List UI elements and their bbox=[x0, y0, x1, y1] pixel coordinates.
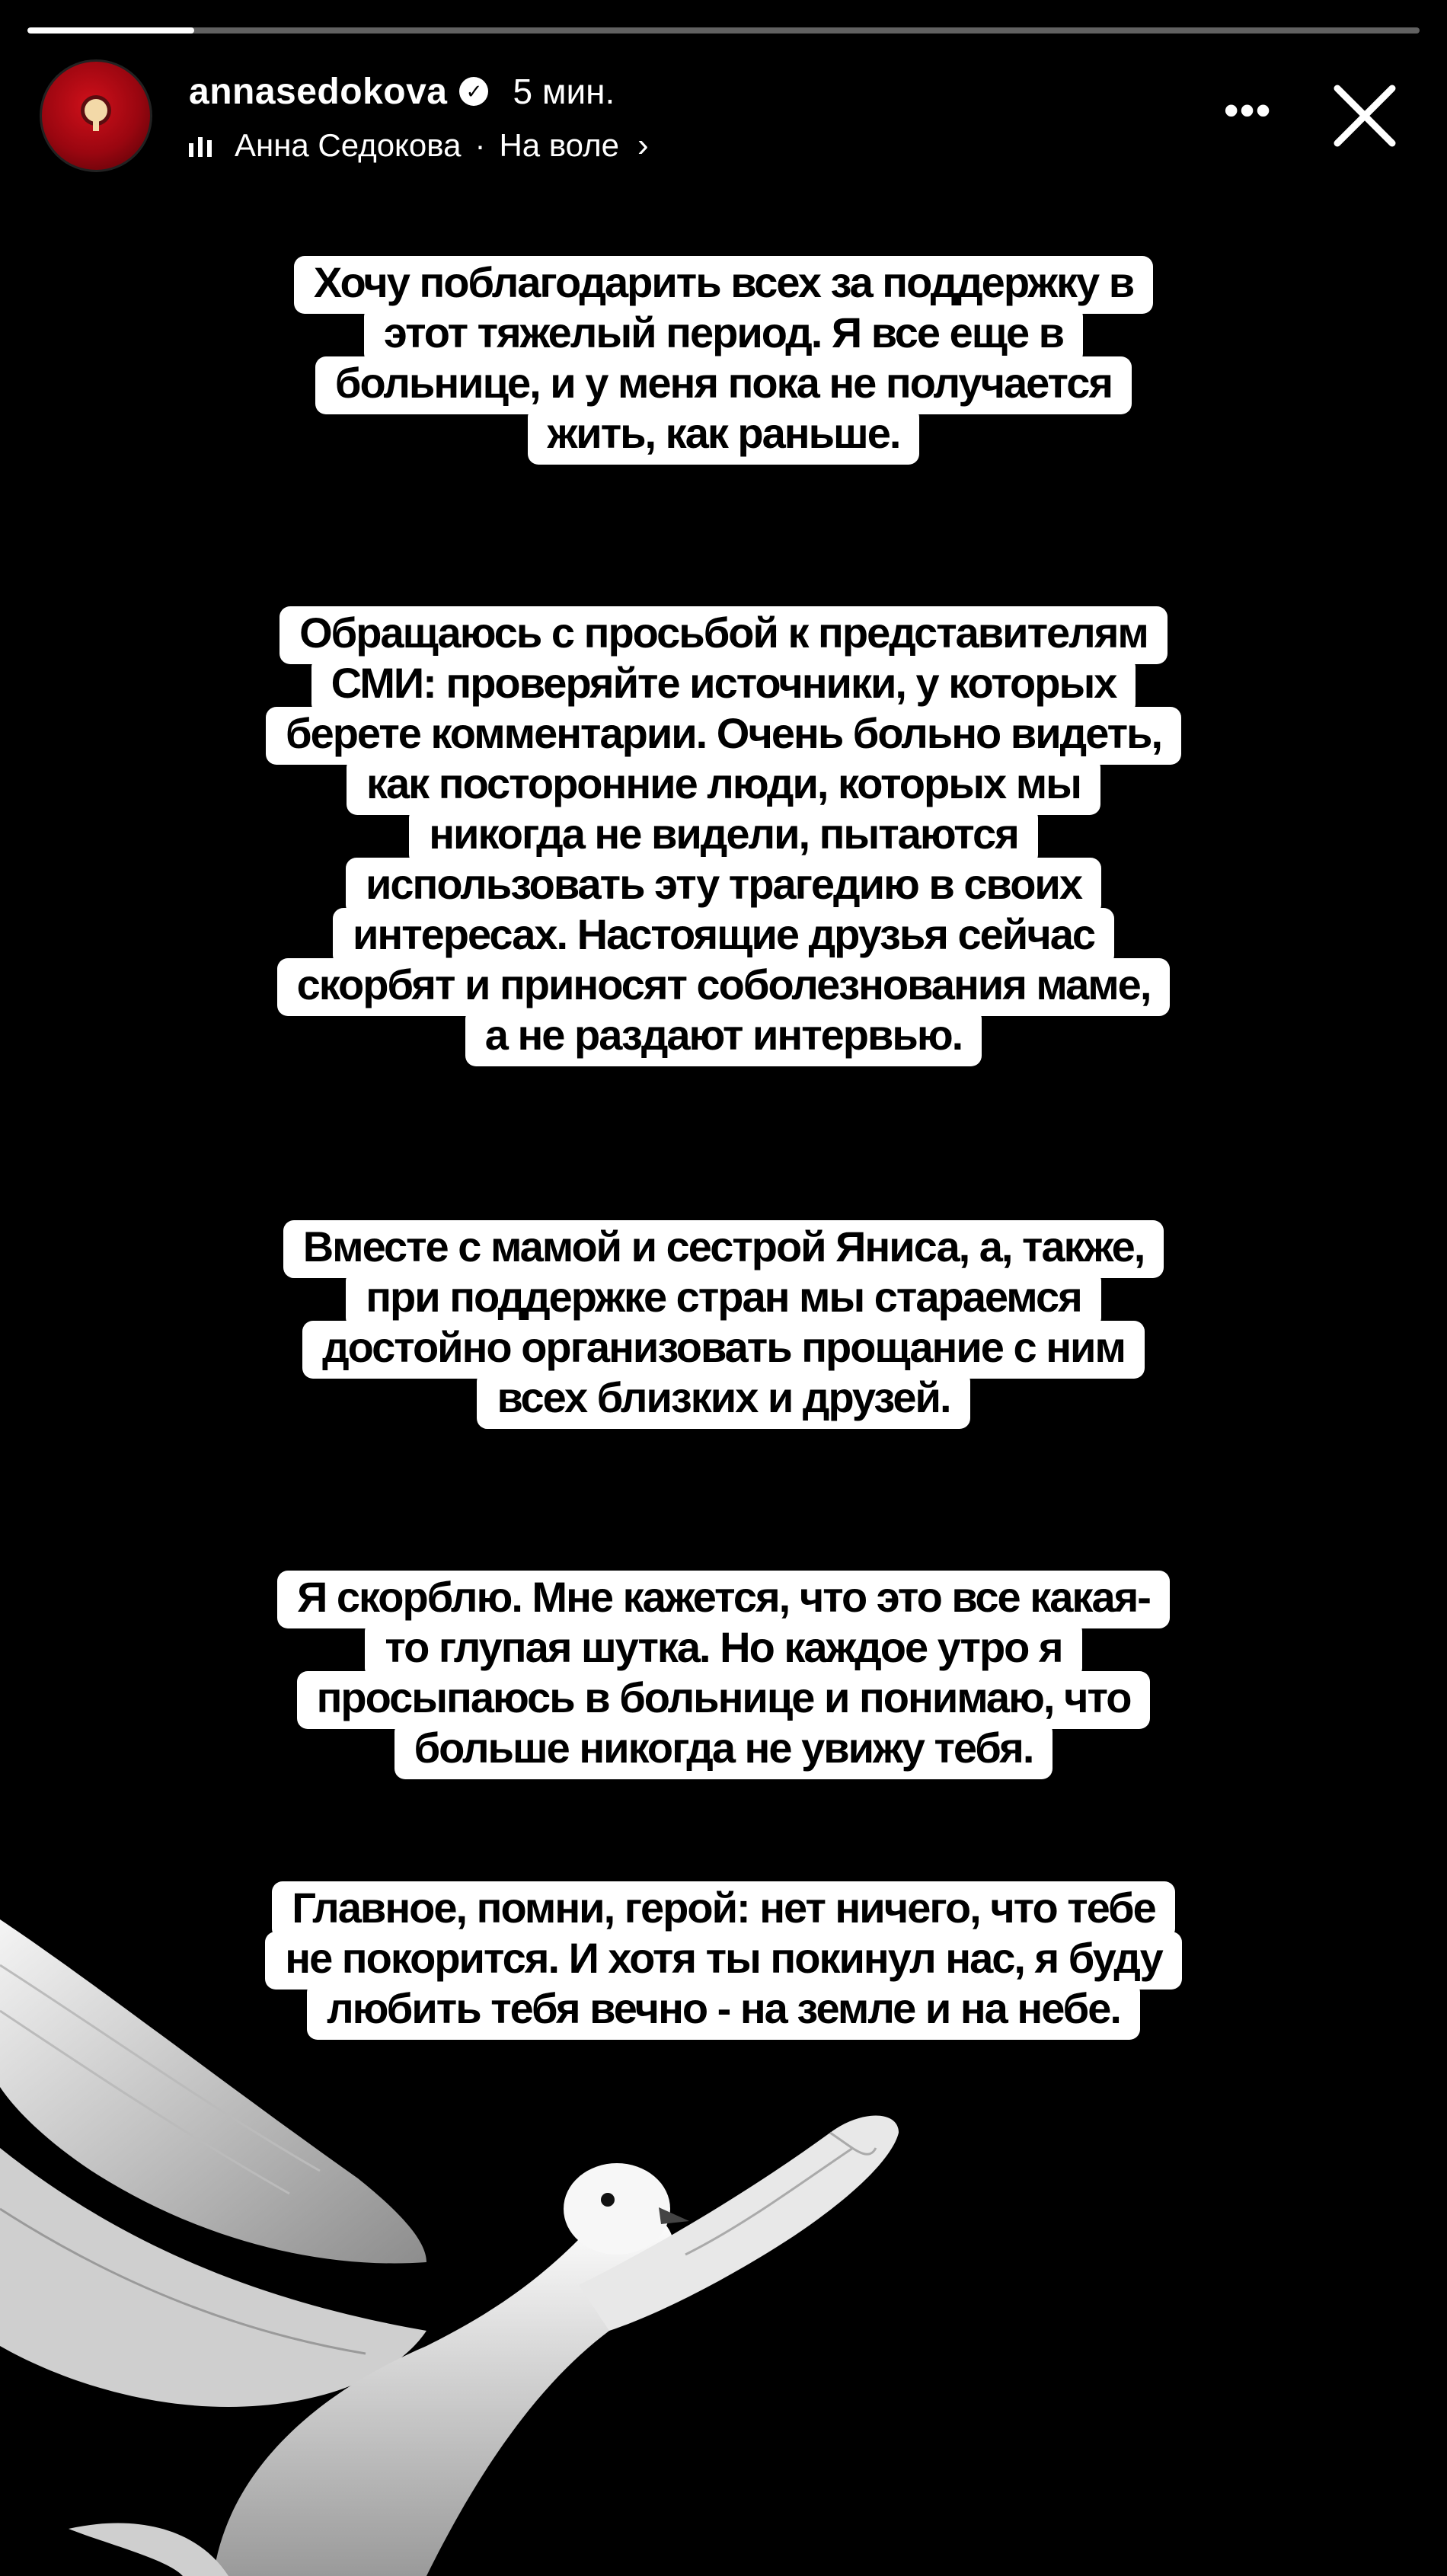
music-attribution[interactable] bbox=[189, 126, 649, 165]
chevron-right-icon: › bbox=[637, 126, 649, 164]
text-line: просыпаюсь в больнице и понимаю, что bbox=[297, 1671, 1151, 1729]
text-line: любить тебя вечно - на земле и на небе. bbox=[307, 1982, 1140, 2040]
close-icon[interactable] bbox=[1327, 78, 1403, 154]
text-line: как посторонние люди, которых мы bbox=[347, 757, 1100, 815]
text-line: скорбят и приносят соболезнования маме, bbox=[277, 958, 1171, 1016]
text-line: больнице, и у меня пока не получается bbox=[315, 356, 1132, 414]
text-line: СМИ: проверяйте источники, у которых bbox=[311, 657, 1136, 714]
music-artist: Анна Седокова bbox=[235, 127, 462, 163]
story-text-block-1 bbox=[0, 259, 1447, 460]
text-line: то глупая шутка. Но каждое утро я bbox=[365, 1621, 1081, 1679]
story-header bbox=[40, 59, 1417, 174]
text-line: никогда не видели, пытаются bbox=[409, 807, 1038, 865]
text-line: Обращаюсь с просьбой к представителям bbox=[279, 606, 1168, 664]
text-line: не покорится. И хотя ты покинул нас, я буду bbox=[265, 1932, 1181, 1990]
text-line: достойно организовать прощание с ним bbox=[302, 1321, 1145, 1379]
text-line: жить, как раньше. bbox=[528, 407, 920, 465]
text-line: больше никогда не увижу тебя. bbox=[394, 1721, 1053, 1779]
text-line: использовать эту трагедию в своих bbox=[346, 858, 1101, 916]
music-bars-icon bbox=[189, 134, 212, 157]
username[interactable]: annasedokova bbox=[189, 71, 448, 112]
text-line: берете комментарии. Очень больно видеть, bbox=[266, 707, 1181, 765]
text-line: Я скорблю. Мне кажется, что это все какая- bbox=[277, 1571, 1170, 1628]
story-progress-bar bbox=[27, 27, 1420, 34]
story-text-block-2 bbox=[0, 609, 1447, 1062]
text-line: а не раздают интервью. bbox=[465, 1008, 982, 1066]
text-line: при поддержке стран мы стараемся bbox=[346, 1270, 1101, 1328]
music-separator: · bbox=[474, 127, 486, 163]
avatar[interactable] bbox=[40, 59, 152, 172]
text-line: интересах. Настоящие друзья сейчас bbox=[333, 908, 1114, 966]
post-time: 5 мин. bbox=[513, 72, 615, 111]
text-line: всех близких и друзей. bbox=[477, 1371, 969, 1429]
avatar-keyhole-icon bbox=[85, 99, 107, 122]
text-line: Хочу поблагодарить всех за поддержку в bbox=[294, 256, 1153, 314]
story-text-block-4 bbox=[0, 1574, 1447, 1775]
user-line bbox=[189, 70, 615, 113]
more-options-button[interactable]: ••• bbox=[1224, 88, 1272, 133]
white-dove-image bbox=[0, 1919, 929, 2576]
text-line: этот тяжелый период. Я все еще в bbox=[364, 306, 1083, 364]
text-line: Главное, помни, герой: нет ничего, что тебе bbox=[272, 1881, 1175, 1939]
story-text-block-3 bbox=[0, 1223, 1447, 1424]
text-line: Вместе с мамой и сестрой Яниса, а, также, bbox=[283, 1220, 1164, 1278]
music-track: На воле bbox=[499, 127, 619, 163]
story-progress-fill bbox=[27, 27, 194, 34]
verified-badge-icon: ✓ bbox=[459, 77, 488, 106]
